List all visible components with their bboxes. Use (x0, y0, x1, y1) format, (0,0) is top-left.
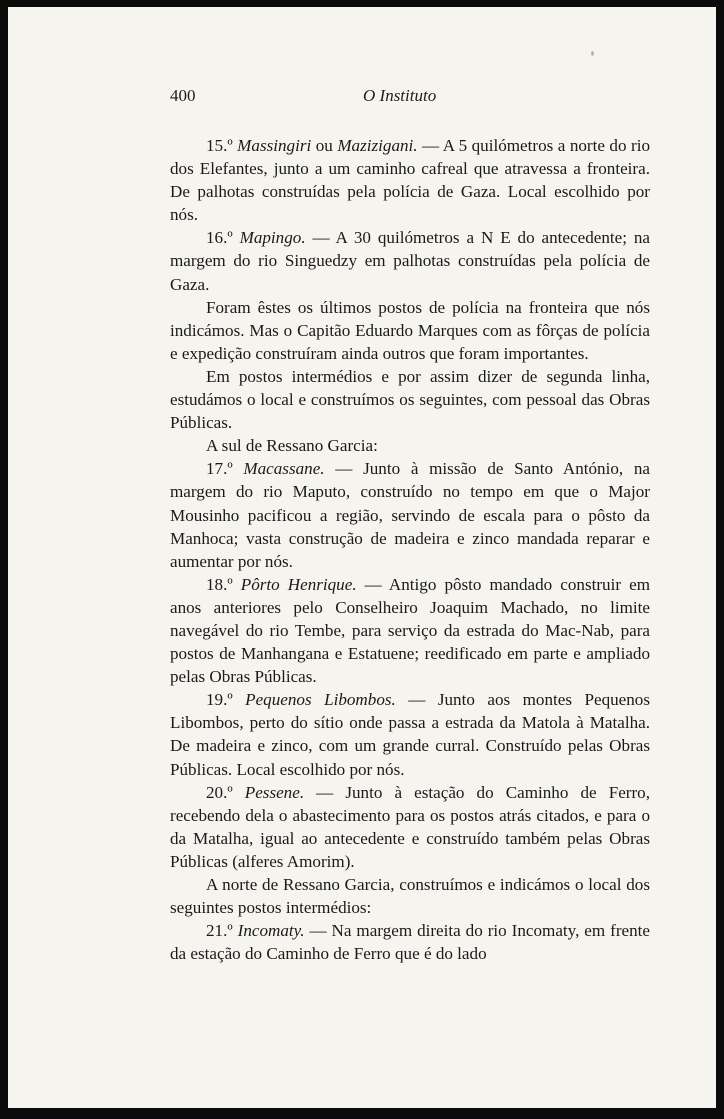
running-title: O Instituto (363, 86, 437, 105)
place-name: Pequenos Libombos. (245, 690, 396, 710)
body-text (170, 134, 650, 965)
entry-text: — Na margem direita do rio Incomaty, em frente da estação do Caminho de Ferro que é do lado (170, 921, 650, 964)
place-name: Mapingo. (239, 228, 306, 248)
entry-number: 15.º (206, 136, 233, 155)
paragraph-15 (170, 134, 650, 226)
book-page (8, 7, 716, 1108)
paragraph-21 (170, 919, 650, 965)
entry-number: 20.º (206, 782, 233, 802)
entry-text: — A 30 quilómetros a N E do antecedente; na margem do rio Singuedzy em palhotas construídas pela polícia de Gaza. (170, 228, 650, 294)
paragraph-17 (170, 457, 650, 572)
entry-text: — Junto à estação do Caminho de Ferro, recebendo dela o abastecimento para os postos atrás citados, e para o da Matalha, igual ao antecedente e construído também pelas Obras Públicas (alferes Amorim). (170, 782, 650, 871)
paper-speck (591, 51, 594, 56)
page-number: 400 (170, 86, 196, 105)
conjunction: ou (311, 136, 338, 155)
entry-number: 17.º (206, 459, 233, 479)
entry-text: — Junto aos montes Pequenos Libombos, perto do sítio onde passa a estrada da Matola à Matalha. De madeira e zinco, com um grande curral. Construído pelas Obras Públicas. Local escolhido por nós. (170, 690, 650, 779)
running-header (8, 86, 716, 110)
place-name-alt: Mazizigani. (337, 136, 418, 155)
section-intro-north: A norte de Ressano Garcia, construímos e indicámos o local dos seguintes postos intermédios: (170, 875, 650, 918)
paragraph-text: Em postos intermédios e por assim dizer de segunda linha, estudámos o local e construímos os seguintes, com pessoal das Obras Públicas. (170, 366, 650, 433)
entry-number: 18.º (206, 574, 233, 594)
place-name: Pessene. (244, 782, 305, 802)
place-name: Macassane. (243, 459, 325, 479)
place-name: Incomaty. (237, 921, 305, 941)
section-heading-south: A sul de Ressano Garcia: (206, 436, 378, 456)
paragraph-18 (170, 573, 650, 688)
paragraph-19 (170, 688, 650, 780)
entry-number: 19.º (206, 690, 233, 710)
place-name: Pôrto Henrique. (240, 574, 357, 594)
entry-text: — Junto à missão de Santo António, na margem do rio Maputo, construído no tempo em que o Major Mousinho pacificou a região, servindo de escala para o pôsto da Manhoca; vasta construção de madeira e zinco mandada reparar e aumentar por nós. (170, 459, 650, 571)
place-name: Massingiri (237, 136, 312, 155)
entry-number: 16.º (206, 228, 233, 248)
entry-text: — Antigo pôsto mandado construir em anos anteriores pelo Conselheiro Joaquim Machado, no limite navegável do rio Tembe, para serviço da estrada do Mac-Nab, para postos de Manhangana e Estatuene; reedificado em parte e ampliado pelas Obras Públicas. (170, 574, 650, 687)
entry-number: 21.º (206, 921, 233, 941)
paragraph-text: Foram êstes os últimos postos de polícia na fronteira que nós indicámos. Mas o Capitão Eduardo Marques com as fôrças de polícia e expedição construíram ainda outros que foram importantes. (170, 297, 650, 363)
paragraph-16 (170, 226, 650, 295)
entry-text: — A 5 quilómetros a norte do rio dos Elefantes, junto a um caminho cafreal que atravessa a fronteira. De palhotas construídas pela polícia de Gaza. Local escolhido por nós. (170, 136, 650, 225)
paragraph-20 (170, 781, 650, 873)
